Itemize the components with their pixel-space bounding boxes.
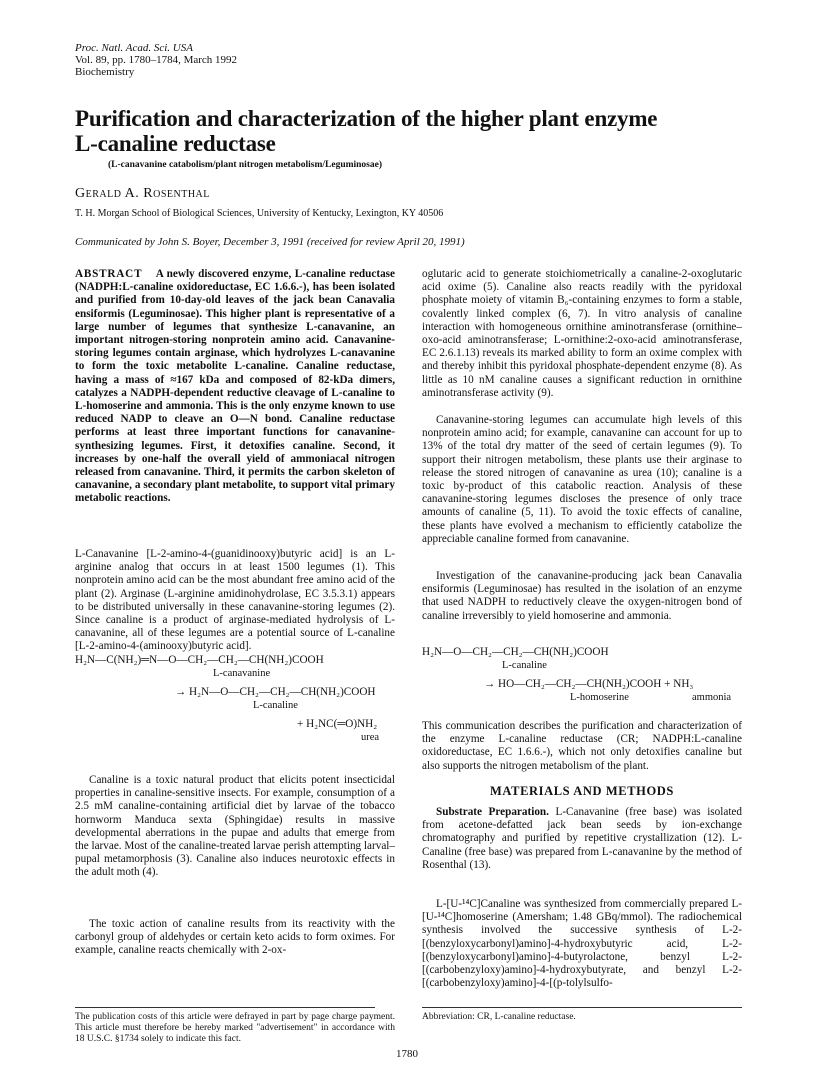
right-paragraph-2 — [422, 414, 742, 546]
journal-name: Proc. Natl. Acad. Sci. USA — [75, 42, 193, 54]
intro-text-3: The toxic action of canaline results from its reactivity with the carbonyl group of aldehydes or certain keto acids to form oximes. For example, canaline reacts chemically with 2-ox- — [75, 918, 395, 957]
intro-paragraph-2 — [75, 774, 395, 880]
right-text-2: Canavanine-storing legumes can accumulate high levels of this nonprotein amino acid; for example, canavanine can account for up to 13% of the total dry matter of the seed of certain legumes (9). To support their nitrogen metabolism, these plants use their arginase to release the stored nitrogen of canavanine as urea (10); canaline is a toxic by-product of this catabolic reaction. Analysis of these canavanine-storing legumes discloses the presence of only trace amounts of canaline (5, 11). To avoid the toxic effects of canaline, these plants have evolved a mechanism to efficiently catabolize the appreciable canaline formed from canavanine. — [422, 414, 742, 545]
eq2-label-homoserine: L-homoserine — [570, 692, 629, 703]
article-title — [75, 106, 755, 156]
equation-canavanine — [75, 654, 395, 744]
right-paragraph-4 — [422, 720, 742, 773]
right-paragraph-1 — [422, 268, 742, 400]
eq2-labels — [422, 691, 742, 704]
substrate-text: L-Canavanine (free base) was isolated from acetone-defatted jack bean seeds by ion-exchange chromatography and purified by repetitive crystallization (12). L-Canaline (free base) was prepared from L-canavanine by the method of Rosenthal (13). — [422, 806, 742, 871]
right-paragraph-5 — [422, 898, 742, 990]
journal-volume: Vol. 89, pp. 1780–1784, March 1992 — [75, 54, 238, 66]
eq2-line1: H₂N—O—CH₂—CH₂—CH(NH₂)COOH — [422, 646, 609, 658]
intro-text-2: Canaline is a toxic natural product that elicits potent insecticidal properties in canaline-sensitive insects. For example, consumption of a 2.5 mM canaline-containing artificial diet by larvae of the tobacco hornworm Manduca sexta (Sphingidae) results in massive developmental aberrations in the pupae and adults that emerge from the larvae. Most of the canaline-treated larvae perish attempting larval–pupal metamorphosis (3). Canaline also induces neurotoxic effects in the adult moth (4). — [75, 774, 395, 879]
abbreviation: Abbreviation: CR, L-canaline reductase. — [422, 1012, 576, 1022]
page-number: 1780 — [396, 1048, 418, 1060]
footnote: The publication costs of this article were defrayed in part by page charge payment. This article must therefore be hereby marked "advertisement" in accordance with 18 U.S.C. §1734 solely to indicate this fact. — [75, 1012, 395, 1044]
affiliation: T. H. Morgan School of Biological Sciences, University of Kentucky, Lexington, KY 40506 — [75, 208, 444, 219]
title-line-1: Purification and characterization of the higher plant enzyme — [75, 106, 658, 131]
right-text-4: This communication describes the purification and characterization of the enzyme L-canaline reductase (CR; NADPH:L-canaline oxidoreductase, EC 1.6.6.-), which not only detoxifies canaline but also supports the nitrogen metabolism of the plant. — [422, 720, 742, 772]
footnote-rule — [75, 1007, 375, 1008]
communicated-by: Communicated by John S. Boyer, December 3, 1991 (received for review April 20, 1991) — [75, 236, 465, 248]
equation-canaline — [422, 646, 742, 704]
journal-header — [75, 42, 237, 78]
eq1-label1: L-canavanine — [213, 668, 271, 679]
author: Gerald A. Rosenthal — [75, 186, 210, 201]
eq1-label2: L-canaline — [253, 700, 298, 711]
eq2-label-ammonia: ammonia — [692, 692, 732, 703]
substrate-preparation — [422, 806, 742, 872]
eq1-line3: + H₂NC(═O)NH₂ — [297, 718, 378, 730]
section-heading-methods: MATERIALS AND METHODS — [490, 784, 674, 798]
eq1-line2: → H₂N—O—CH₂—CH₂—CH(NH₂)COOH — [175, 686, 376, 698]
intro-paragraph-3 — [75, 918, 395, 958]
eq2-label1: L-canaline — [502, 660, 547, 671]
abstract-label: ABSTRACT — [75, 268, 143, 280]
right-text-5: L-[U-¹⁴C]Canaline was synthesized from commercially prepared L-[U-¹⁴C]homoserine (Amersham; 1.48 GBq/mmol). The radiochemical synthesis involved the successive synthesis of L-2-[(benzyloxycarbonyl)amino]-4-hydroxybutyric acid, L-2-[(benzyloxycarbonyl)amino]-4-butyrolactone, benzyl L-2-[(carbobenzyloxy)amino]-4-hydroxybutyrate, and benzyl L-2-[(carbobenzyloxy)amino]-4-[(p-tolylsulfo- — [422, 898, 742, 990]
right-text-3: Investigation of the canavanine-producing jack bean Canavalia ensiformis (Leguminosae) has resulted in the isolation of an enzyme that used NADPH to reductively cleave the oxygen-nitrogen bond of canaline irreversibly to yield homoserine and ammonia. — [422, 570, 742, 622]
abstract — [75, 268, 395, 506]
right-text-1: oglutaric acid to generate stoichiometrically a canaline-2-oxoglutaric acid oxime (5). Canaline also reacts readily with the pyridoxal phosphate moiety of vitamin B₆-containing enzymes to form a stable, covalently linked complex (6, 7). In vitro analysis of canaline interaction with homogeneous ornithine aminotransferase (ornithine–oxo-acid aminotransferase; L-ornithine:2-oxo-acid aminotransferase, EC 2.6.1.13) reveals its marked ability to form an oxime complex with and thereby inhibit this pyridoxal phosphate-dependent enzyme (8). As little as 10 nM canaline causes a significant reduction in ornithine aminotransferase activity (9). — [422, 268, 742, 399]
abbreviation-rule — [422, 1007, 742, 1008]
keywords: (L-canavanine catabolism/plant nitrogen metabolism/Leguminosae) — [108, 160, 383, 170]
substrate-label: Substrate Preparation. — [436, 806, 549, 818]
eq2-line2: → HO—CH₂—CH₂—CH(NH₂)COOH + NH₃ — [484, 678, 694, 690]
abstract-text: A newly discovered enzyme, L-canaline reductase (NADPH:L-canaline oxidoreductase, EC 1.6.6.-), has been isolated and purified from 10-day-old leaves of the jack bean Canavalia ensiformis (Leguminosae). This higher plant is representative of a large number of legumes that synthesize L-canavanine, an important nitrogen-storing nonprotein amino acid. Canavanine-storing legumes contain arginase, which hydrolyzes L-canavanine to form the toxic metabolite L-canaline. Canaline reductase, having a mass of ≈167 kDa and composed of 82-kDa dimers, catalyzes a NADPH-dependent reductive cleavage of L-canaline to L-homoserine and ammonia. This is the only enzyme known to use reduced NADP to cleave an O—N bond. Canaline reductase performs at least three important functions for canavanine-synthesizing legumes. First, it detoxifies canaline. Second, it increases by one-half the overall yield of ammoniacal nitrogen released from canavanine. Third, it permits the carbon skeleton of canavanine, a secondary plant metabolite, to support vital primary metabolic reactions. — [75, 268, 395, 505]
intro-paragraph-1 — [75, 548, 395, 654]
right-paragraph-3 — [422, 570, 742, 623]
eq1-label3: urea — [361, 732, 380, 743]
eq1-line1: H₂N—C(NH₂)═N—O—CH₂—CH₂—CH(NH₂)COOH — [75, 654, 324, 666]
journal-section: Biochemistry — [75, 66, 135, 78]
title-line-2: L-canaline reductase — [75, 131, 276, 156]
intro-text-1: L-Canavanine [L-2-amino-4-(guanidinooxy)butyric acid] is an L-arginine analog that occurs in at least 1500 legumes (1). This nonprotein amino acid can be the most abundant free amino acid of the plant (2). Arginase (L-arginine amidinohydrolase, EC 3.5.3.1) appears to be distributed universally in these canavanine-storing legumes (2). Since canaline is a product of arginase-mediated hydrolysis of L-canavanine, all of these legumes are a potential source of L-canaline [L-2-amino-4-(aminooxy)butyric acid]. — [75, 548, 395, 653]
